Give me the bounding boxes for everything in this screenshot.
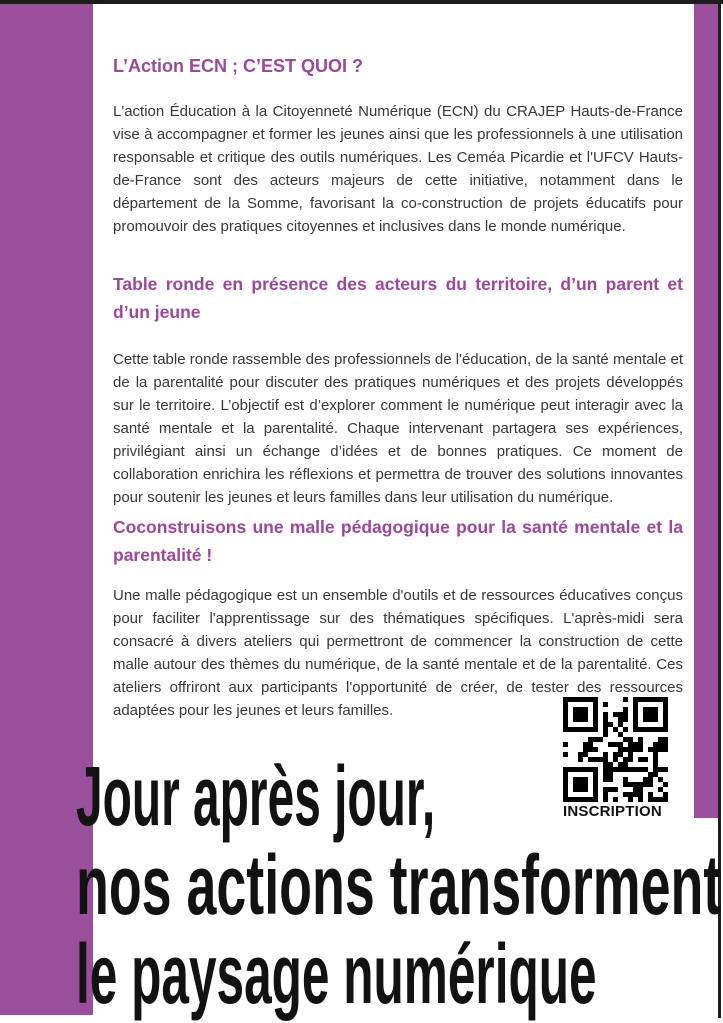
tagline-line-3: le paysage numérique (76, 927, 597, 1021)
tagline (76, 749, 723, 1021)
section-heading-ecn: L’Action ECN ; C’EST QUOI ? (113, 56, 364, 76)
qr-label: INSCRIPTION (563, 803, 662, 820)
section-heading-malle-pedagogique: Coconstruisons une malle pédagogique pour la santé mentale et la parentalité ! (113, 517, 683, 565)
section-body-table-ronde: Cette table ronde rassemble des professionnels de l'éducation, de la santé mentale et de la parentalité pour discuter des pratiques numériques et des projets développés sur le territoire. L’objectif est d’explorer comment le numérique peut interagir avec la santé mentale et la parentalité. Chaque intervenant partagera ses expériences, privilégiant ainsi un échange d’idées et de bonnes pratiques. Ce moment de collaboration enrichira les réflexions et permettra de trouver des solutions innovantes pour soutenir les jeunes et leurs familles dans leur utilisation du numérique. (113, 351, 683, 506)
section-body-malle-pedagogique: Une malle pédagogique est un ensemble d'outils et de ressources éducatives conçus pour faciliter l'apprentissage sur des thématiques spécifiques. L'après-midi sera consacré à divers ateliers qui permettront de commencer la construction de cette malle autour des thèmes du numérique, de la santé mentale et de la parentalité. Ces ateliers offriront aux participants l'opportunité de créer, de tester des ressources adaptées pour les jeunes et leurs familles. (113, 587, 683, 719)
section-heading-table-ronde: Table ronde en présence des acteurs du territoire, d’un parent et d’un jeune (113, 274, 683, 322)
tagline-line-1: Jour après jour, (76, 749, 436, 843)
tagline-line-2: nos actions transforment (76, 838, 722, 932)
section-body-ecn: L'action Éducation à la Citoyenneté Numérique (ECN) du CRAJEP Hauts-de-France vise à accompagner et former les jeunes ainsi que les professionnels à une utilisation responsable et critique des outils numériques. Les Ceméa Picardie et l'UFCV Hauts-de-France sont des acteurs majeurs de cette initiative, notamment dans le département de la Somme, favorisant la co-construction de projets éducatifs pour promouvoir des pratiques citoyennes et inclusives dans le monde numérique. (113, 103, 683, 235)
